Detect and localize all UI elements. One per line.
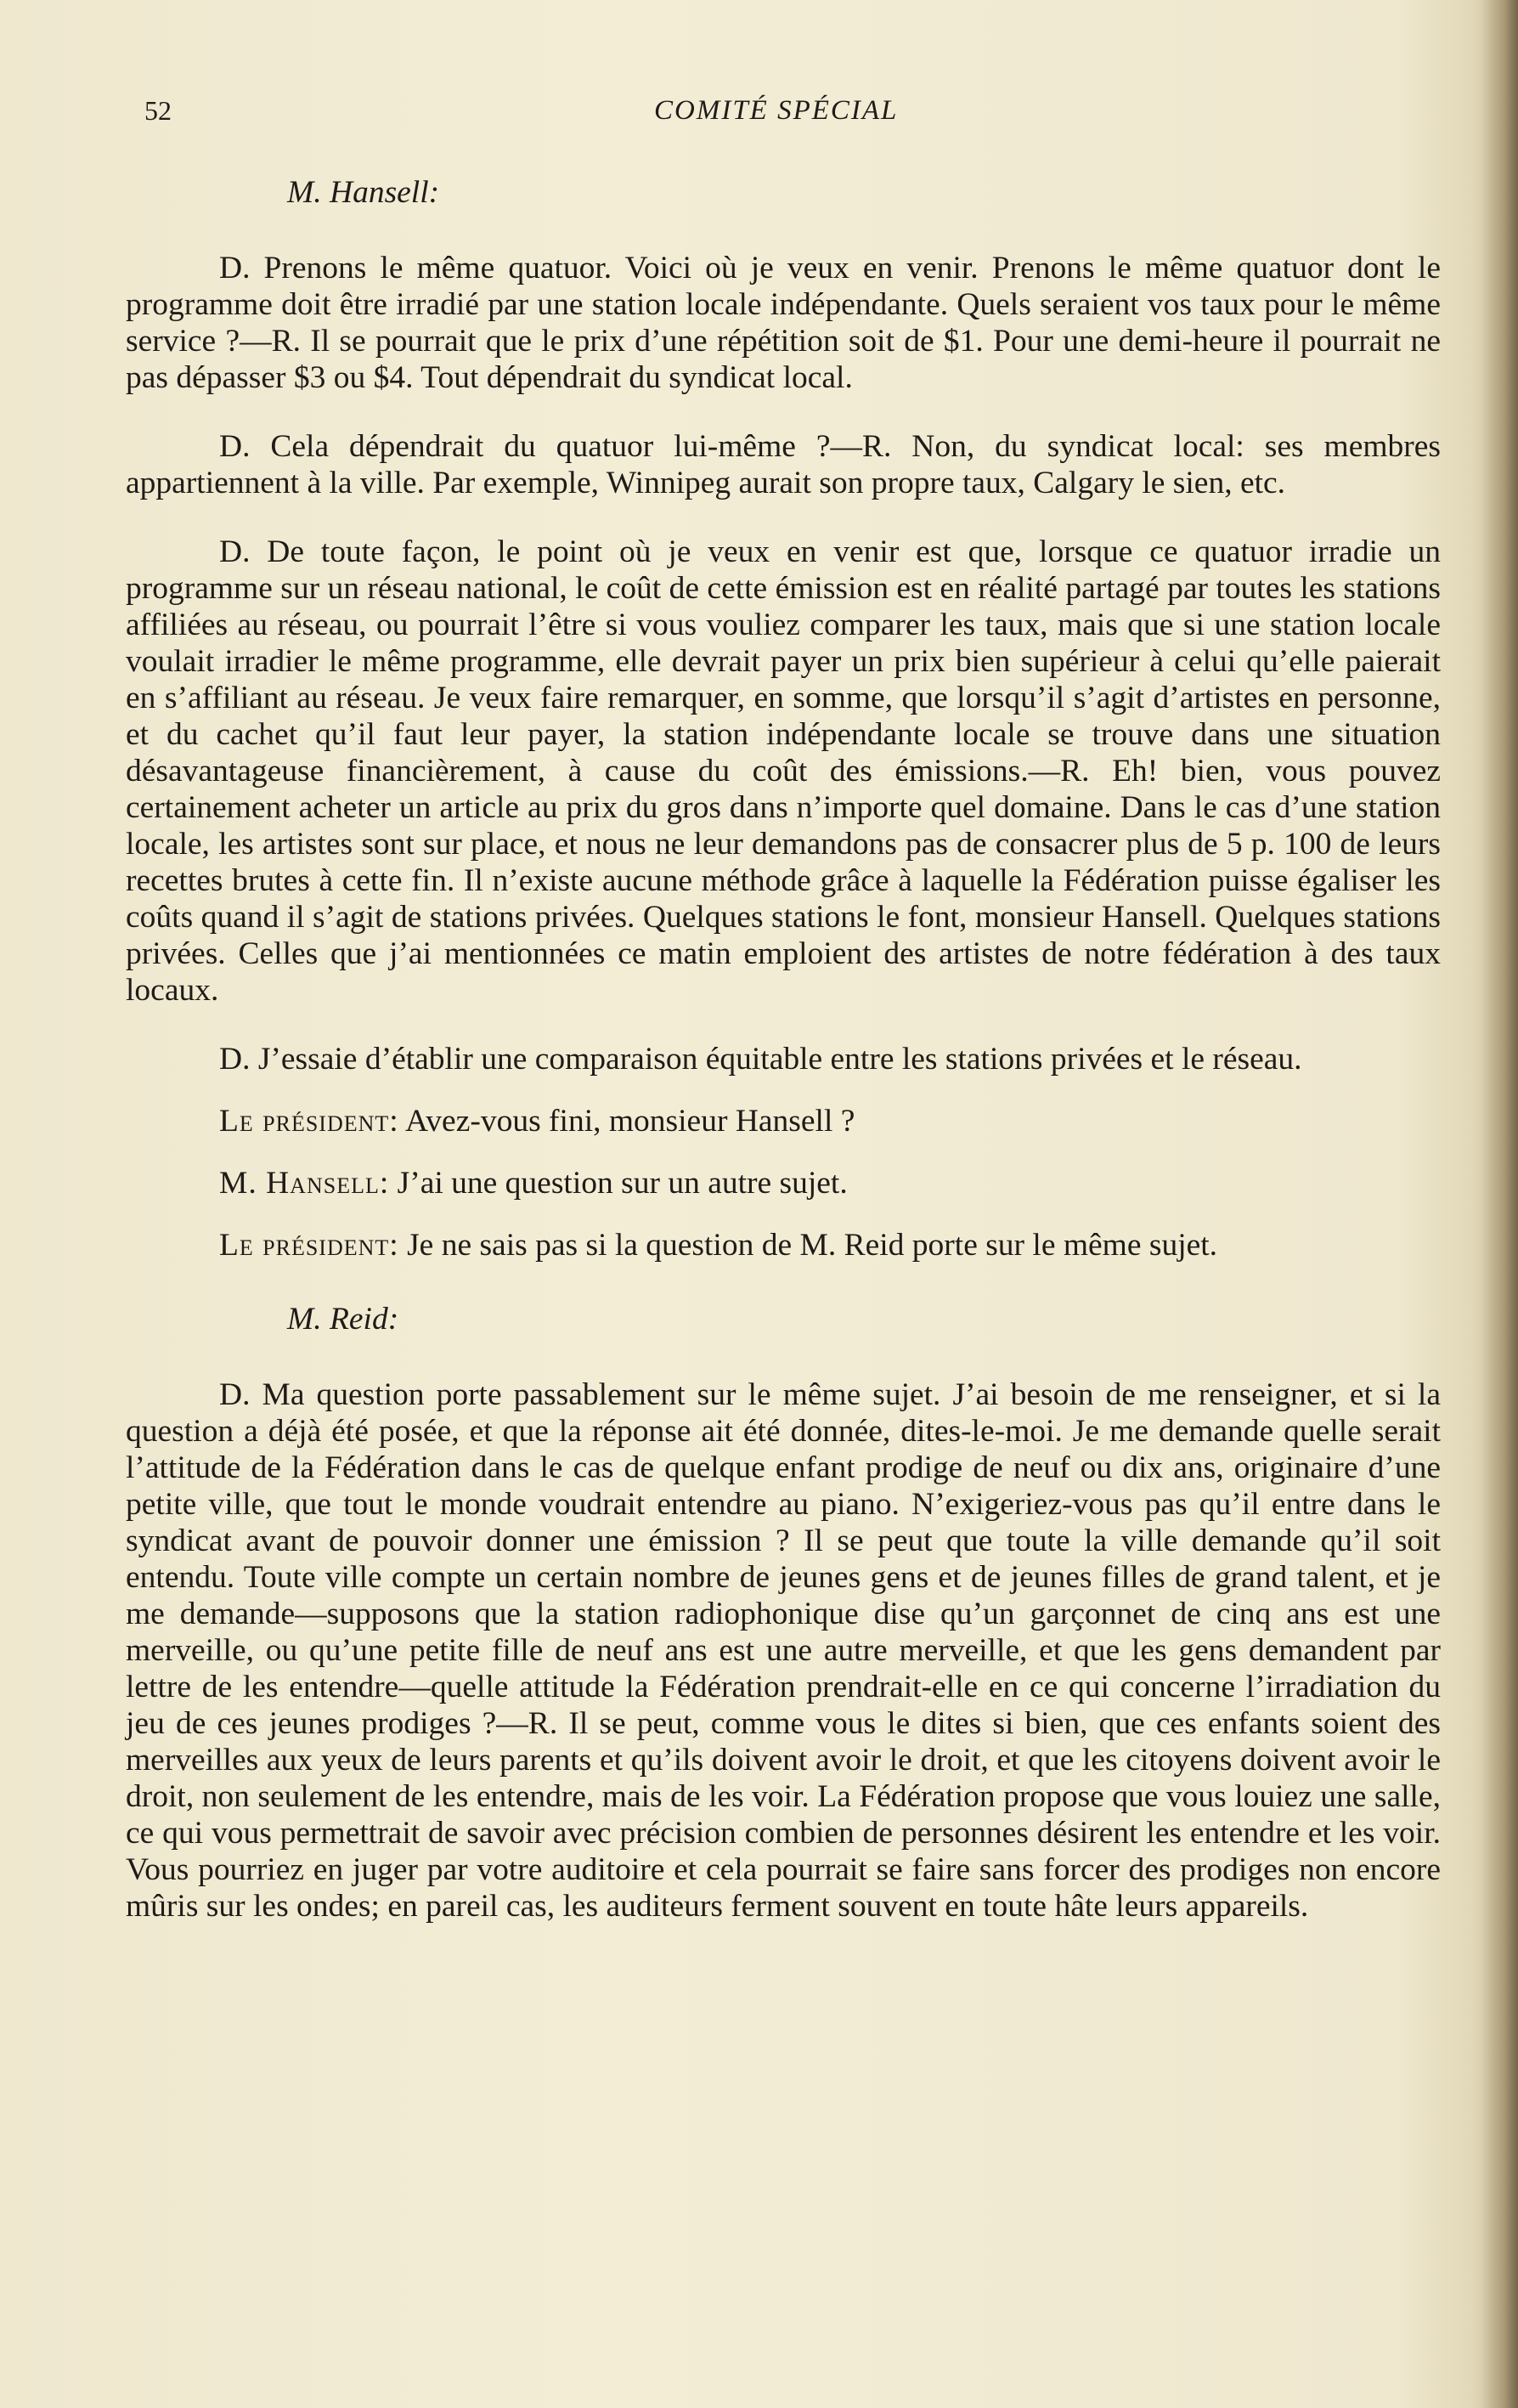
paragraph-president-1 <box>126 1103 1441 1139</box>
page-body <box>126 174 1441 1957</box>
paragraph-4: D. J’essaie d’établir une comparaison équitable entre les stations privées et le réseau. <box>219 1042 1302 1077</box>
paragraph-3: D. De toute façon, le point où je veux en venir est que, lorsque ce quatuor irradie un programme sur un réseau national, le coût de cette émission est en réalité partagé par toutes les stations affiliées au réseau, ou pourrait l’être si vous vouliez comparer les taux, mais que si une station locale voulait irradier le même programme, elle devrait payer un prix bien supérieur à celui qu’elle paierait en s’affiliant au réseau. Je veux faire remarquer, en somme, que lorsqu’il s’agit d’artistes en personne, et du cachet qu’il faut leur payer, la station indépendante locale se trouve dans une situation désavantageuse financièrement, à cause du coût des émissions.—R. Eh! bien, vous pouvez certainement acheter un article au prix du gros dans n’importe quel domaine. Dans le cas d’une station locale, les artistes sont sur place, et nous ne leur demandons pas de consacrer plus de 5 p. 100 de leurs recettes brutes à cette fin. Il n’existe aucune méthode grâce à laquelle la Fédération puisse égaliser les coûts quand il s’agit de stations privées. Quelques stations le font, monsieur Hansell. Quelques stations privées. Celles que j’ai mentionnées ce matin emploient des artistes de notre fédération à des taux locaux. <box>126 534 1441 1008</box>
running-head: COMITÉ SPÉCIAL <box>654 95 899 126</box>
statement-text: Avez-vous fini, monsieur Hansell ? <box>398 1104 855 1139</box>
statement-text: J’ai une question sur un autre sujet. <box>389 1166 848 1201</box>
paragraph-reid: D. Ma question porte passablement sur le même sujet. J’ai besoin de me renseigner, et si la question a déjà été posée, et que la réponse ait été donnée, dites-le-moi. Je me demande quelle serait l’attitude de la Fédération dans le cas de quelque enfant prodige de neuf ou dix ans, originaire d’une petite ville, que tout le monde voudrait entendre au piano. N’exigeriez-vous pas qu’il entre dans le syndicat avant de pouvoir donner une émission ? Il se peut que toute la ville demande qu’il soit entendu. Toute ville compte un certain nombre de jeunes gens et de jeunes filles de grand talent, et je me demande—supposons que la station radiophonique dise qu’un garçonnet de cinq ans est une merveille, ou qu’une petite fille de neuf ans est une autre merveille, et que les gens demandent par lettre de les entendre—quelle attitude la Fédération prendrait-elle en ce qui concerne l’irradiation du jeu de ces jeunes prodiges ?—R. Il se peut, comme vous le dites si bien, que ces enfants soient des merveilles aux yeux de leurs parents et qu’ils doivent avoir le droit, et que les citoyens doivent avoir le droit, non seulement de les entendre, mais de les voir. La Fédération propose que vous louiez une salle, ce qui vous permettrait de savoir avec précision combien de personnes désirent les entendre et les voir. Vous pourriez en juger par votre auditoire et cela pourrait se faire sans forcer des prodiges non encore mûris sur les ondes; en pareil cas, les auditeurs ferment souvent en toute hâte leurs appareils. <box>126 1377 1441 1924</box>
page-header <box>144 95 1436 138</box>
paragraph-hansell <box>126 1165 1441 1201</box>
paragraph-president-2 <box>126 1227 1441 1263</box>
speaker-heading-reid: M. Reid: <box>287 1302 399 1337</box>
page-number: 52 <box>144 95 172 126</box>
speaker-heading-hansell: M. Hansell: <box>287 175 440 210</box>
speaker-label-hansell: M. Hansell: <box>219 1166 390 1201</box>
statement-text: Je ne sais pas si la question de M. Reid porte sur le même sujet. <box>398 1228 1218 1263</box>
speaker-label-president: Le président: <box>219 1228 399 1263</box>
paragraph-1: D. Prenons le même quatuor. Voici où je veux en venir. Prenons le même quatuor dont le programme doit être irradié par une station locale indépendante. Quels seraient vos taux pour le même service ?—R. Il se pourrait que le prix d’une répétition soit de $1. Pour une demi-heure il pourrait ne pas dépasser $3 ou $4. Tout dépendrait du syndicat local. <box>126 251 1441 395</box>
page-binding-shadow <box>1482 0 1518 2408</box>
paragraph-2: D. Cela dépendrait du quatuor lui-même ?—R. Non, du syndicat local: ses membres appartiennent à la ville. Par exemple, Winnipeg aurait son propre taux, Calgary le sien, etc. <box>126 429 1441 500</box>
speaker-label-president: Le président: <box>219 1104 399 1139</box>
